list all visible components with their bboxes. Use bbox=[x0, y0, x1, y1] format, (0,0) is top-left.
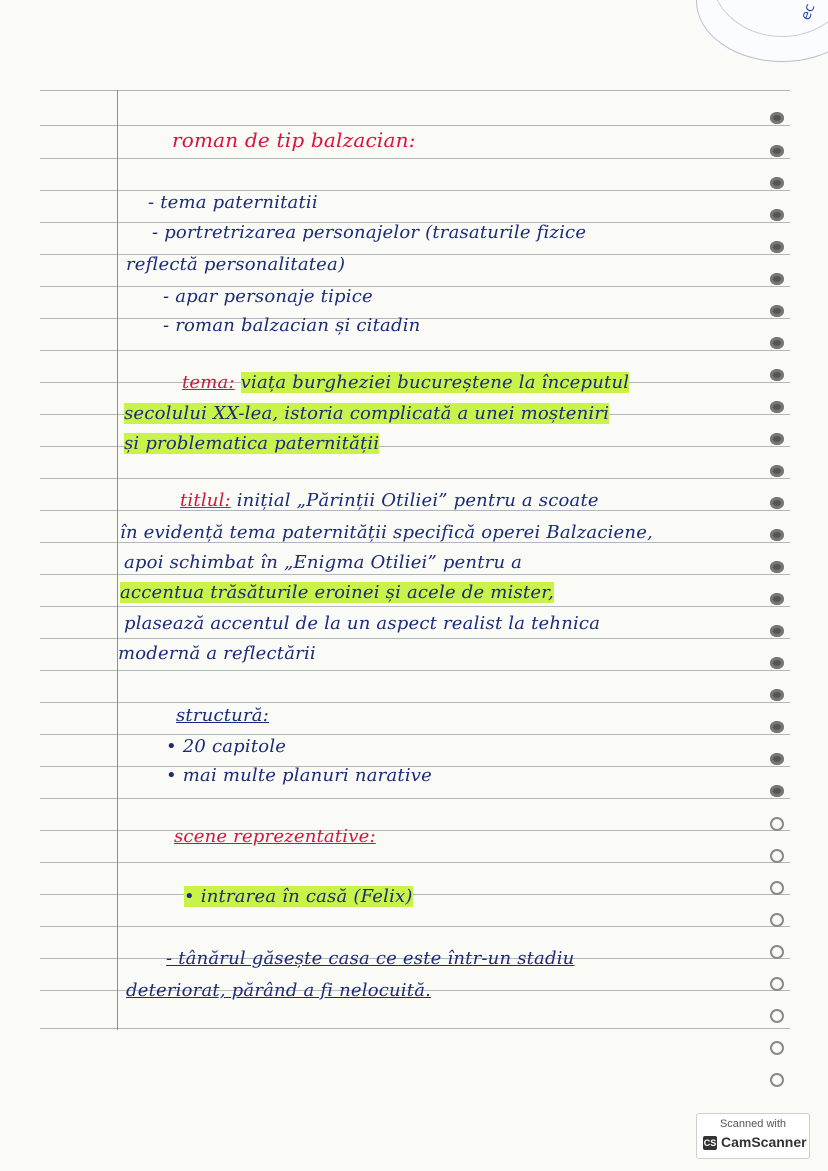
camscanner-brand: CamScanner bbox=[721, 1134, 807, 1150]
scene-item bbox=[184, 886, 413, 907]
tema-text: secolului XX-lea, istoria complicată a unei moșteniri bbox=[124, 403, 610, 424]
camscanner-watermark bbox=[696, 1113, 810, 1159]
camscanner-logo-icon: CS bbox=[703, 1138, 717, 1148]
corner-note: ec bbox=[797, 1, 819, 23]
titlu-text: în evidență tema paternității specifică operei Balzaciene, bbox=[120, 522, 653, 543]
titlu-label: titlul: bbox=[180, 490, 231, 511]
list-item: - apar personaje tipice bbox=[163, 286, 373, 307]
structura-item: • 20 capitole bbox=[166, 736, 287, 757]
titlu-text: apoi schimbat în „Enigma Otiliei” pentru a bbox=[124, 552, 523, 573]
margin-line bbox=[117, 90, 118, 1030]
scene-label: scene reprezentative: bbox=[174, 826, 376, 847]
titlu-text: modernă a reflectării bbox=[118, 643, 316, 664]
scene-text: deteriorat, părând a fi nelocuită. bbox=[126, 980, 432, 1001]
titlu-text: accentua trăsăturile eroinei și acele de mister, bbox=[120, 582, 554, 603]
titlu-line bbox=[180, 490, 599, 511]
structura-label: structură: bbox=[176, 705, 269, 726]
tema-text: și problematica paternității bbox=[124, 433, 380, 454]
scene-text: - tânărul găsește casa ce este într-un stadiu bbox=[166, 948, 575, 969]
tema-line bbox=[182, 372, 629, 393]
titlu-text: inițial „Părinții Otiliei” pentru a scoate bbox=[236, 490, 599, 511]
structura-item: • mai multe planuri narative bbox=[166, 765, 432, 786]
list-item: reflectă personalitatea) bbox=[126, 254, 346, 275]
list-item: - tema paternitatii bbox=[148, 192, 318, 213]
tema-label: tema: bbox=[182, 372, 235, 393]
titlu-text: plasează accentul de la un aspect realist la tehnica bbox=[124, 613, 601, 634]
scene-item-text: • intrarea în casă (Felix) bbox=[184, 886, 413, 907]
list-item: - portretrizarea personajelor (trasaturile fizice bbox=[152, 222, 587, 243]
list-item: - roman balzacian și citadin bbox=[163, 315, 421, 336]
tema-text: viața burgheziei bucureștene la începutul bbox=[240, 372, 630, 393]
scanned-with-text: Scanned with bbox=[719, 1118, 787, 1130]
section-heading: roman de tip balzacian: bbox=[172, 128, 416, 152]
